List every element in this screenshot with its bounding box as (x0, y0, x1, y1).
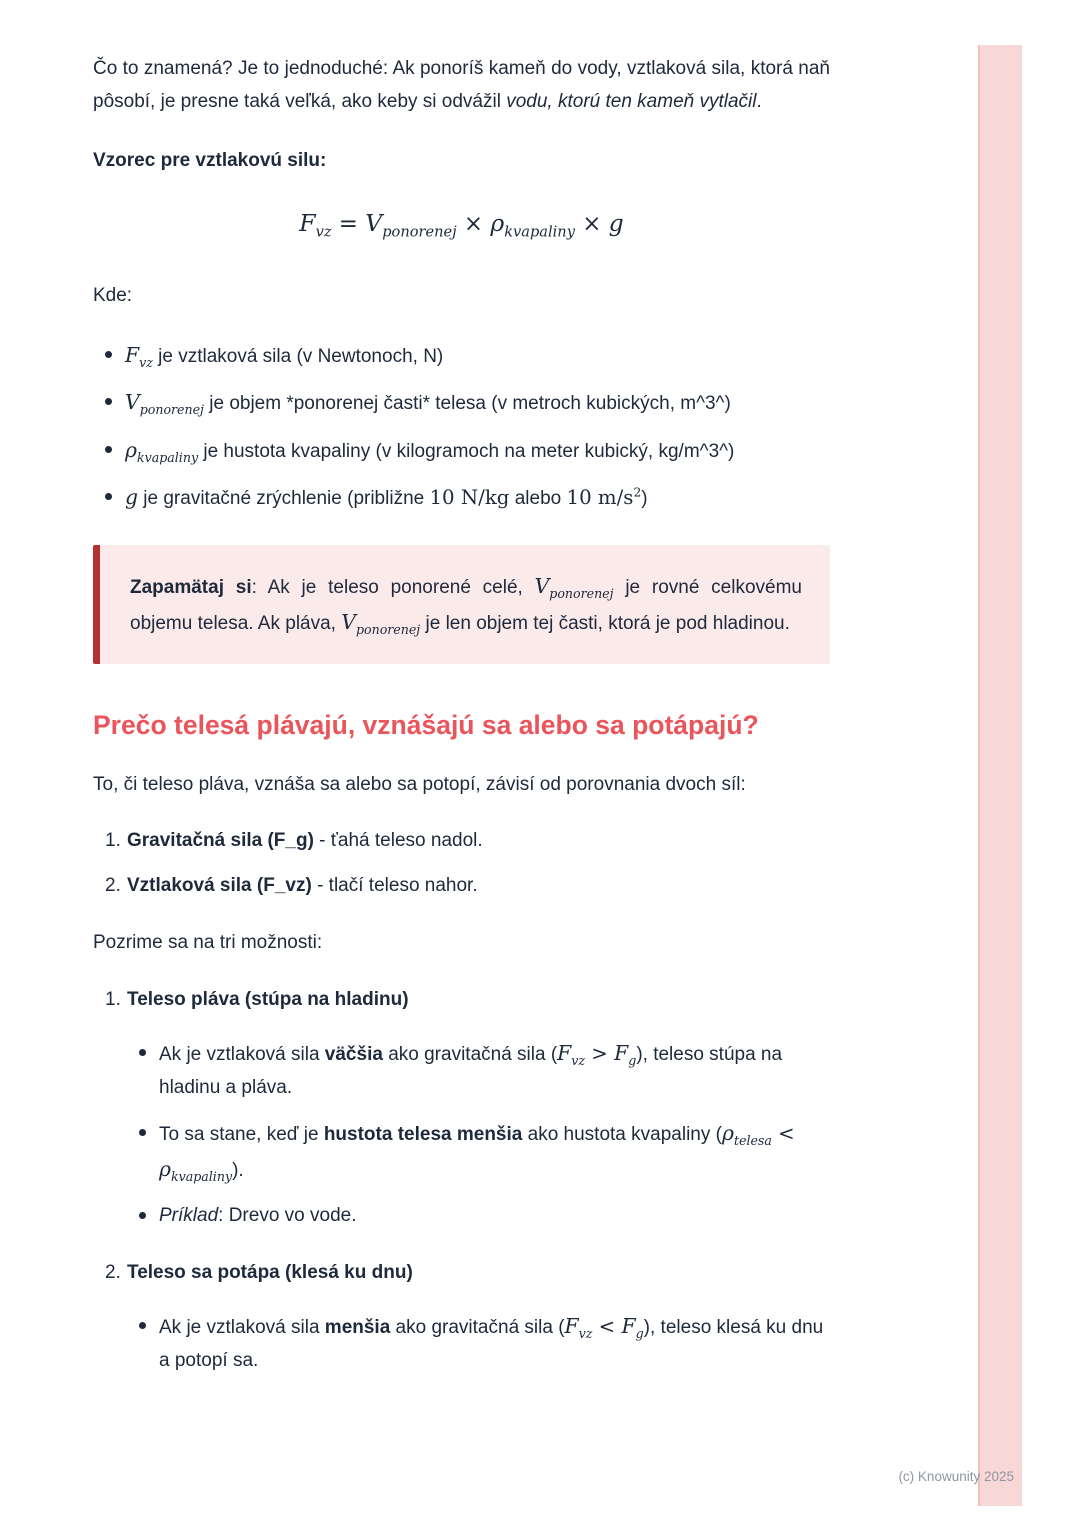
text-segment: alebo (509, 487, 567, 509)
text-segment: = (331, 211, 366, 238)
bullet-icon (139, 1212, 146, 1219)
text-segment: ako gravitačná sila ( (390, 1317, 565, 1338)
text-segment: : Ak je teleso ponorené celé, (251, 577, 535, 599)
text-segment: vodu, ktorú ten kameň vytlačil (506, 91, 757, 113)
text-segment: $F_g$ (621, 1314, 644, 1342)
list-item (93, 869, 830, 902)
text-segment: $V_{ponorenej}$ (341, 609, 421, 637)
bullet-icon (105, 446, 112, 453)
case-title-text (127, 1256, 830, 1289)
watermark: (c) Knowunity 2025 (898, 1469, 1014, 1484)
text-segment: To, či teleso pláva, vznáša sa alebo sa potopí, závisí od porovnania dvoch síl: (93, 774, 746, 796)
text-segment: 10 $m/s^2$ (566, 485, 642, 509)
case-bullets (93, 1036, 830, 1232)
list-number: 1. (105, 829, 121, 851)
text-segment: $\rho_{telesa}$ (721, 1121, 772, 1149)
text-segment: $F_g$ (614, 1040, 637, 1068)
definition-vponorenej (125, 385, 830, 420)
text-segment: Teleso sa potápa (klesá ku dnu) (127, 1261, 413, 1283)
definition-rho (125, 433, 830, 468)
text-segment: Ak je vztlaková sila (159, 1317, 325, 1338)
intro-paragraph (93, 52, 830, 118)
list-item (93, 824, 830, 857)
text-segment: ). (232, 1159, 244, 1181)
text-segment: Vzorec pre vztlakovú silu: (93, 150, 327, 172)
text-segment: ako hustota kvapaliny ( (522, 1124, 722, 1146)
list-item (93, 1199, 830, 1232)
text-segment: menšia (324, 1317, 391, 1338)
bullet-icon (105, 398, 112, 405)
text-segment: - ťahá teleso nadol. (313, 829, 483, 851)
document-content (93, 52, 830, 1401)
case-bullets (93, 1309, 830, 1377)
case-title (93, 1256, 830, 1289)
text-segment: $V_{ponorenej}$ (534, 574, 614, 602)
compare-intro (93, 768, 830, 801)
case-title-text (127, 983, 830, 1016)
text-segment: $V_{ponorenej}$ (365, 209, 457, 241)
text-segment: Pozrime sa na tri možnosti: (93, 931, 323, 953)
text-segment: Príklad (159, 1204, 219, 1226)
text-segment: väčšia (324, 1043, 383, 1065)
list-item (93, 385, 830, 420)
bullet-icon (139, 1049, 146, 1056)
text-segment: - tlačí teleso nahor. (311, 874, 478, 896)
case-bullet-text (159, 1309, 830, 1377)
text-segment: . (756, 91, 762, 113)
callout-note (93, 545, 830, 664)
list-number: 2. (105, 874, 121, 896)
text-segment: ), teleso klesá ku dnu a potopí sa. (159, 1317, 824, 1372)
text-segment: Teleso pláva (stúpa na hladinu) (127, 988, 409, 1010)
case-bullet-text (159, 1116, 830, 1187)
text-segment: To sa stane, keď je (159, 1124, 324, 1146)
kde-label (93, 279, 830, 312)
bullet-icon (105, 493, 112, 500)
text-segment: $\rho_{kvapaliny}$ (125, 437, 199, 465)
force-buoyancy (127, 869, 830, 902)
case-title (93, 983, 830, 1016)
case-bullet-text (159, 1199, 830, 1232)
possibilities-intro (93, 926, 830, 959)
text-segment: < (771, 1122, 795, 1146)
list-item (93, 1036, 830, 1104)
formula-block (93, 205, 830, 243)
text-segment: je vztlaková sila (v Newtonoch, N) (152, 345, 444, 367)
text-segment: $\rho_{kvapaliny}$ (490, 209, 575, 241)
list-item (93, 338, 830, 373)
list-item (93, 1309, 830, 1377)
case-sinks (93, 1256, 830, 1377)
text-segment: je hustota kvapaliny (v kilogramoch na meter kubický, kg/m^3^) (198, 440, 735, 462)
text-segment: $F_{vz}$ (299, 209, 332, 241)
buoyancy-formula (299, 209, 624, 241)
text-segment: ) (641, 487, 648, 509)
text-segment: × (574, 211, 609, 238)
definitions-list (93, 338, 830, 515)
section-heading (93, 708, 830, 742)
list-item (93, 1116, 830, 1187)
text-segment: Vztlaková sila (F_vz) (127, 874, 312, 896)
bullet-icon (105, 351, 112, 358)
text-segment: g (608, 209, 624, 238)
text-segment: je objem *ponorenej časti* telesa (v metroch kubických, m^3^) (203, 393, 731, 415)
text-segment: Ak je vztlaková sila (159, 1043, 325, 1065)
callout-text (130, 569, 802, 640)
text-segment: $F_{vz}$ (125, 342, 153, 370)
bullet-icon (139, 1322, 146, 1329)
text-segment: : Drevo vo vode. (218, 1204, 357, 1226)
case-floats (93, 983, 830, 1232)
text-segment: g (125, 484, 139, 509)
forces-list (93, 824, 830, 902)
text-segment: je gravitačné zrýchlenie (približne (138, 487, 430, 509)
text-segment: Čo to znamená? Je to jednoduché: Ak ponoríš kameň do vody, vztlaková sila, ktorá naň pôsobí, je presne taká veľká, ako keby si odvážil (93, 58, 830, 113)
text-segment: je rovné celkovému objemu telesa. Ak pláva, (130, 577, 803, 634)
list-number: 1. (105, 988, 121, 1010)
definition-g (125, 480, 830, 515)
definition-fvz (125, 338, 830, 373)
text-segment: $F_{vz}$ (564, 1314, 593, 1342)
text-segment: $V_{ponorenej}$ (125, 390, 204, 418)
text-segment: ), teleso stúpa na hladinu a pláva. (159, 1043, 783, 1099)
text-segment: ako gravitačná sila ( (382, 1043, 558, 1065)
list-item (93, 433, 830, 468)
page-edge-stripe (978, 45, 1022, 1506)
bullet-icon (139, 1129, 146, 1136)
text-segment: Kde: (93, 284, 133, 306)
text-segment: Zapamätaj si (130, 577, 252, 599)
text-segment: × (456, 211, 491, 238)
text-segment: je len objem tej časti, ktorá je pod hladinou. (420, 612, 790, 634)
text-segment: < (592, 1315, 622, 1338)
force-gravity (127, 824, 830, 857)
formula-title (93, 144, 830, 177)
text-segment: Gravitačná sila (F_g) (127, 829, 314, 851)
text-segment: > (585, 1041, 615, 1065)
list-number: 2. (105, 1261, 121, 1283)
cases-list (93, 983, 830, 1378)
text-segment: hustota telesa menšia (323, 1124, 523, 1146)
text-segment: 10 N/kg (429, 485, 510, 509)
text-segment: $F_{vz}$ (557, 1040, 586, 1068)
text-segment: Prečo telesá plávajú, vznášajú sa alebo sa potápajú? (93, 710, 759, 741)
text-segment: $\rho_{kvapaliny}$ (159, 1156, 233, 1184)
case-bullet-text (159, 1036, 830, 1104)
list-item (93, 480, 830, 515)
